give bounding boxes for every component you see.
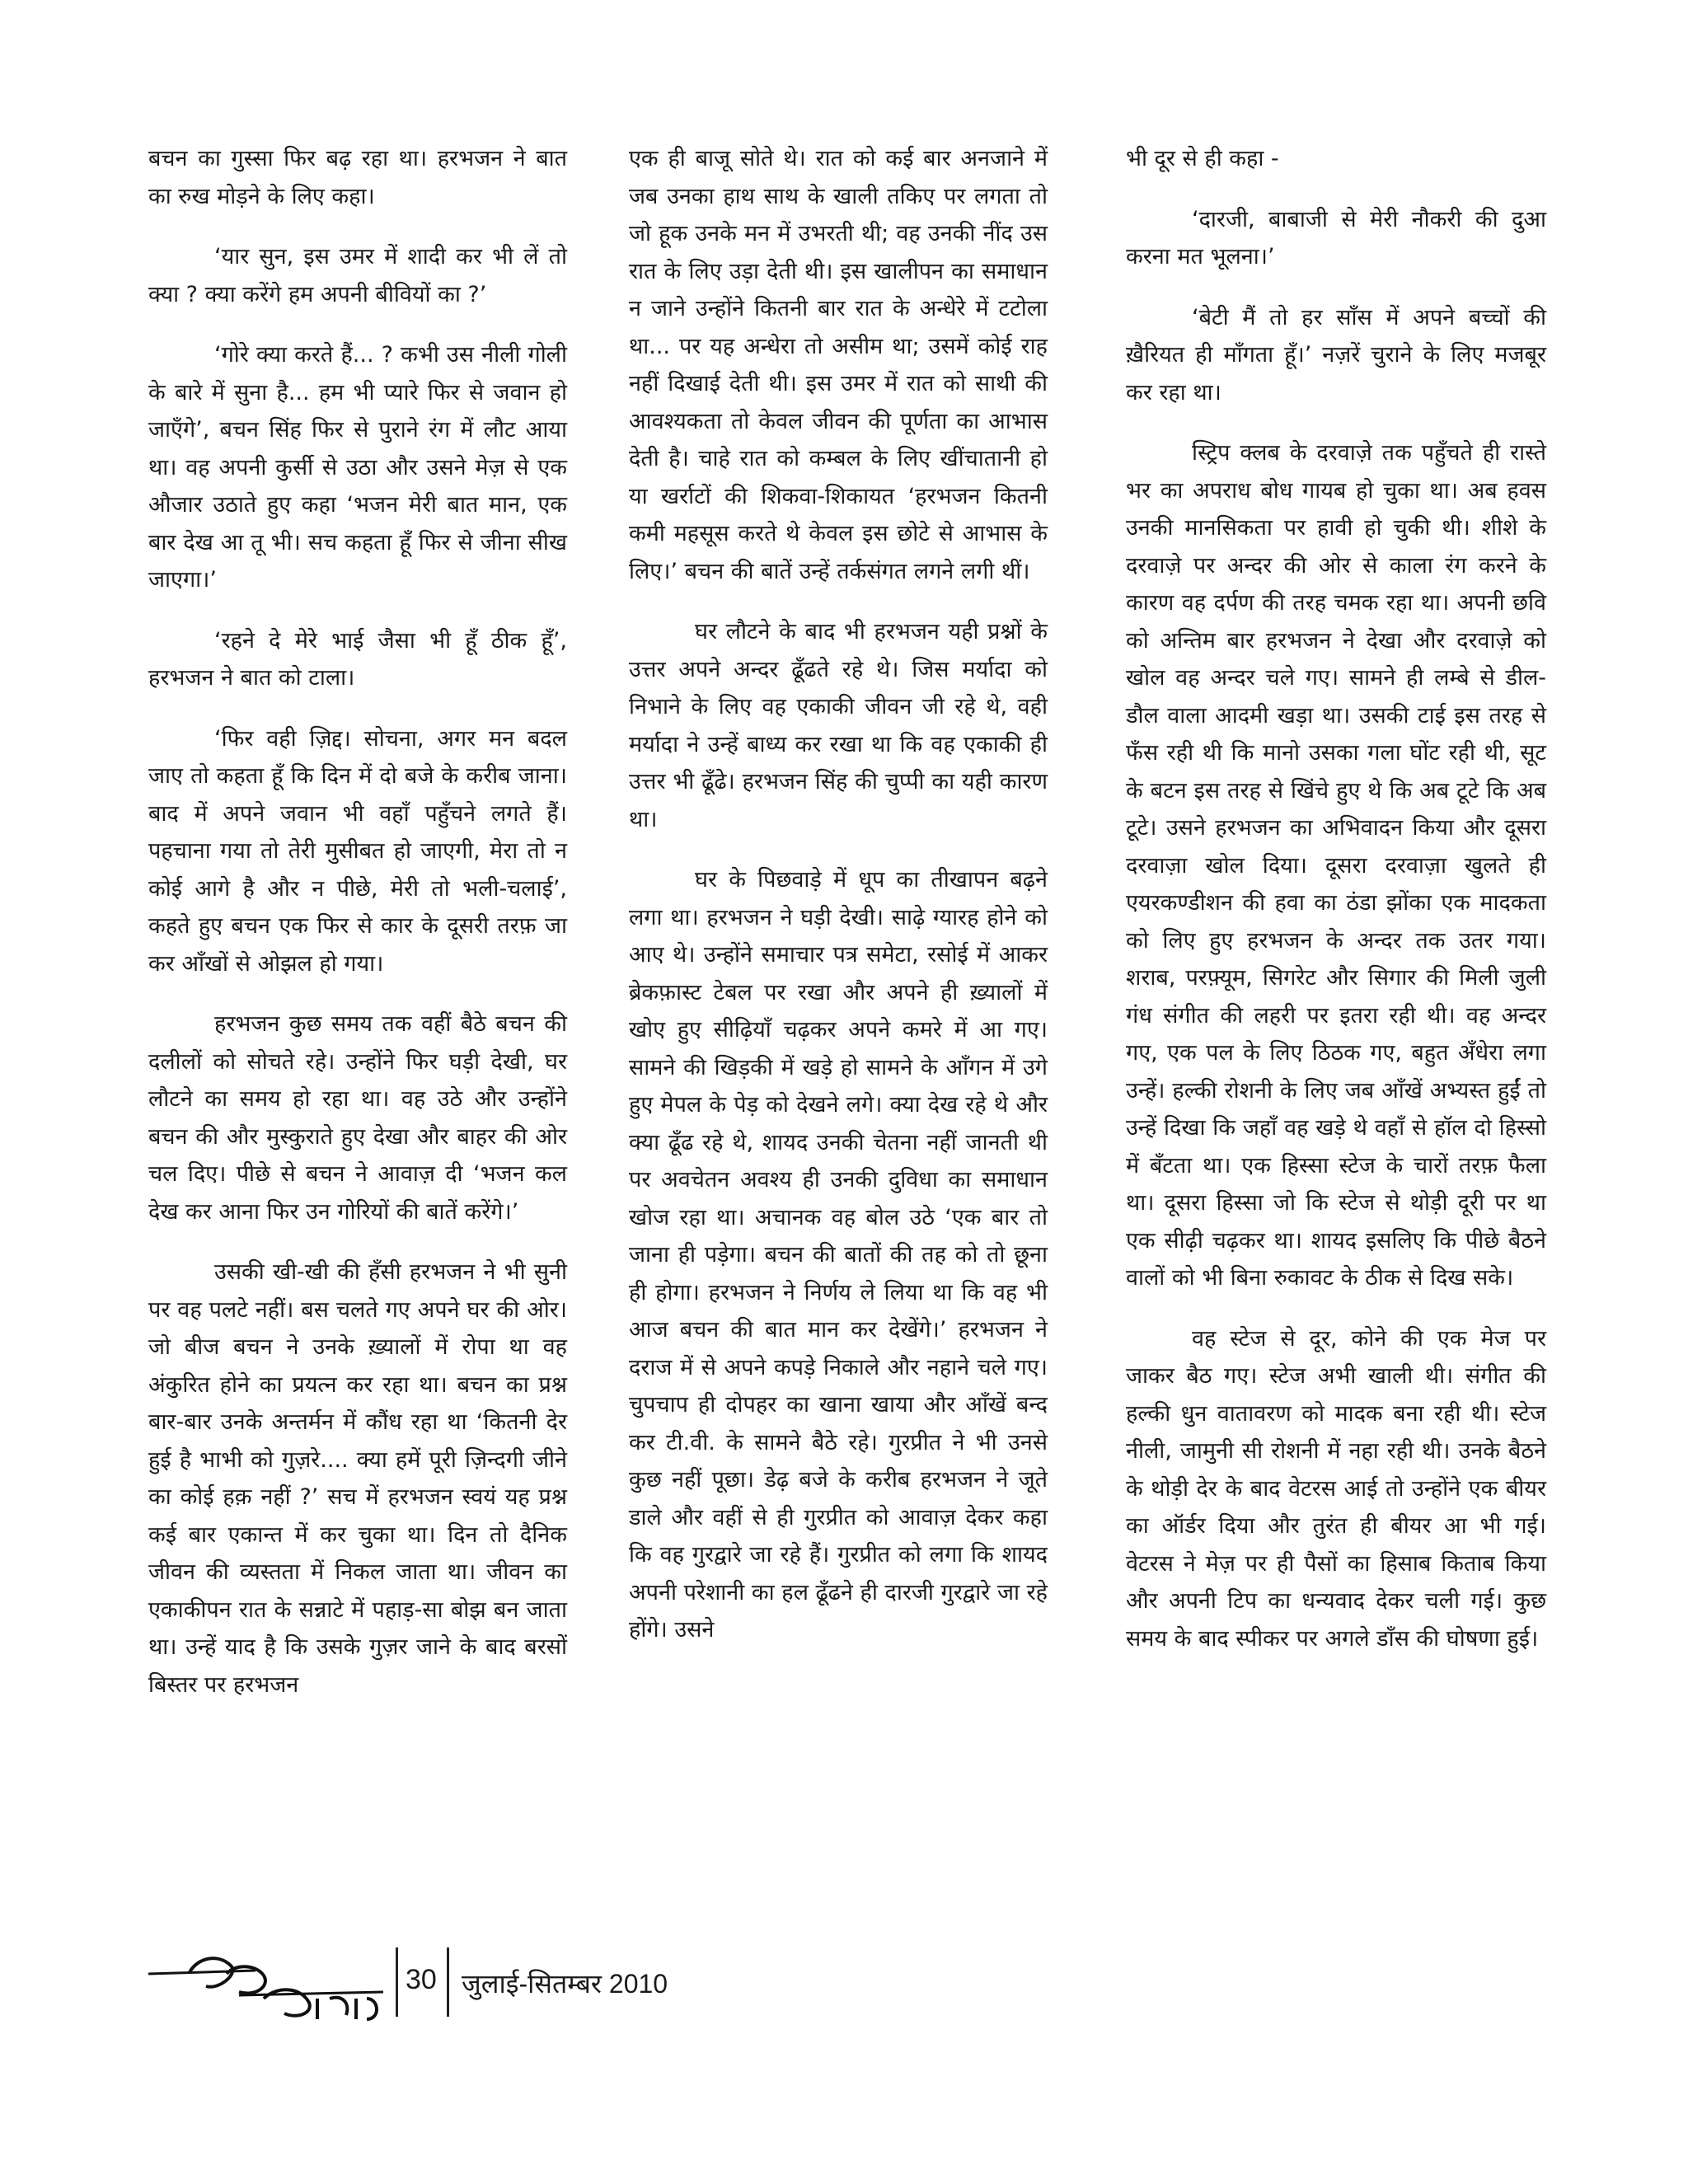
paragraph: वह स्टेज से दूर, कोने की एक मेज पर जाकर बैठ गए। स्टेज अभी खाली थी। संगीत की हल्की धुन वातावरण को मादक बना रही थी। स्टेज नीली, जामुनी सी रोशनी में नहा रही थी। उनके बैठने के थोड़ी देर के बाद वेटरस आई तो उन्होंने एक बीयर का ऑर्डर दिया और तुरंत ही बीयर आ भी गई। वेटरस ने मेज़ पर ही पैसों का हिसाब किताब किया और अपनी टिप का धन्यवाद देकर चली गई। कुछ समय के बाद स्पीकर पर अगले डाँस की घोषणा हुई।	[1126, 1325, 1546, 1652]
page-footer	[140, 1941, 882, 2023]
paragraph: ‘यार सुन, इस उमर में शादी कर भी लें तो क्या ? क्या करेंगे हम अपनी बीवियों का ?’	[148, 244, 567, 307]
paragraph: घर लौटने के बाद भी हरभजन यही प्रश्नों के उत्तर अपने अन्दर ढूँढते रहे थे। जिस मर्यादा को निभाने के लिए वह एकाकी जीवन जी रहे थे, वही मर्यादा ने उन्हें बाध्य कर रखा था कि वह एकाकी ही उत्तर भी ढूँढे। हरभजन सिंह की चुप्पी का यही कारण था।	[629, 619, 1048, 832]
divider	[396, 1947, 398, 2017]
issue-date: जुलाई-सितम्बर 2010	[462, 1969, 668, 1999]
paragraph: ‘दारजी, बाबाजी से मेरी नौकरी की दुआ करना मत भूलना।’	[1126, 206, 1546, 269]
paragraph: हरभजन कुछ समय तक वहीं बैठे बचन की दलीलों को सोचते रहे। उन्होंने फिर घड़ी देखी, घर लौटने का समय हो रहा था। वह उठे और उन्होंने बचन की और मुस्कुराते हुए देखा और बाहर की ओर चल दिए। पीछे से बचन ने आवाज़ दी ‘भजन कल देख कर आना फिर उन गोरियों की बातें करेंगे।’	[148, 1011, 567, 1225]
paragraph: ‘बेटी मैं तो हर साँस में अपने बच्चों की ख़ैरियत ही माँगता हूँ।’ नज़रें चुराने के लिए मजबूर कर रहा था।	[1126, 304, 1546, 405]
paragraph: बचन का गुस्सा फिर बढ़ रहा था। हरभजन ने बात का रुख मोड़ने के लिए कहा।	[148, 146, 567, 209]
divider	[447, 1947, 449, 2017]
magazine-logo	[140, 1941, 387, 2023]
logo-calligraphy-icon	[140, 1941, 387, 2023]
text-column-3	[1126, 140, 1546, 1680]
paragraph: स्ट्रिप क्लब के दरवाज़े तक पहुँचते ही रास्ते भर का अपराध बोध गायब हो चुका था। अब हवस उनकी मानसिकता पर हावी हो चुकी थी। शीशे के दरवाज़े पर अन्दर की ओर से काला रंग करने के कारण वह दर्पण की तरह चमक रहा था। अपनी छवि को अन्तिम बार हरभजन ने देखा और दरवाज़े को खोल वह अन्दर चले गए। सामने ही लम्बे से डील-डौल वाला आदमी खड़ा था। उसकी टाई इस तरह से फँस रही थी कि मानो उसका गला घोंट रही थी, सूट के बटन इस तरह से खिंचे हुए थे कि अब टूटे कि अब टूटे। उसने हरभजन का अभिवादन किया और दूसरा दरवाज़ा खोल दिया। दूसरा दरवाज़ा खुलते ही एयरकण्डीशन की हवा का ठंडा झोंका एक मादकता को लिए हुए हरभजन के अन्दर तक उतर गया। शराब, परफ़्यूम, सिगरेट और सिगार की मिली जुली गंध संगीत की लहरी पर इतरा रही थी। वह अन्दर गए, एक पल के लिए ठिठक गए, बहुत अँधेरा लगा उन्हें। हल्की रोशनी के लिए जब आँखें अभ्यस्त हुईं तो उन्हें दिखा कि जहाँ वह खड़े थे वहाँ से हॉल दो हिस्सो में बँटता था। एक हिस्सा स्टेज के चारों तरफ़ फैला था। दूसरा हिस्सा जो कि स्टेज से थोड़ी दूरी पर था एक सीढ़ी चढ़कर था। शायद इसलिए कि पीछे बैठने वालों को भी बिना रुकावट के ठीक से दिख सके।	[1126, 440, 1546, 1291]
paragraph: एक ही बाजू सोते थे। रात को कई बार अनजाने में जब उनका हाथ साथ के खाली तकिए पर लगता तो जो हूक उनके मन में उभरती थी; वह उनकी नींद उस रात के लिए उड़ा देती थी। इस खालीपन का समाधान न जाने उन्होंने कितनी बार रात के अन्धेरे में टटोला था... पर यह अन्धेरा तो असीम था; उसमें कोई राह नहीं दिखाई देती थी। इस उमर में रात को साथी की आवश्यकता तो केवल जीवन की पूर्णता का आभास देती है। चाहे रात को कम्बल के लिए खींचातानी हो या खर्राटों की शिकवा-शिकायत ‘हरभजन कितनी कमी महसूस करते थे केवल इस छोटे से आभास के लिए।’ बचन की बातें उन्हें तर्कसंगत लगने लगी थीं।	[629, 146, 1048, 584]
text-column-2	[629, 140, 1048, 1672]
paragraph: घर के पिछवाड़े में धूप का तीखापन बढ़ने लगा था। हरभजन ने घड़ी देखी। साढ़े ग्यारह होने को आए थे। उन्होंने समाचार पत्र समेटा, रसोई में आकर ब्रेकफ़ास्ट टेबल पर रखा और अपने ही ख़्यालों में खोए हुए सीढ़ियाँ चढ़कर अपने कमरे में आ गए। सामने की खिड़की में खड़े हो सामने के आँगन में उगे हुए मेपल के पेड़ को देखने लगे। क्या देख रहे थे और क्या ढूँढ रहे थे, शायद उनकी चेतना नहीं जानती थी पर अवचेतन अवश्य ही उनकी दुविधा का समाधान खोज रहा था। अचानक वह बोल उठे ‘एक बार तो जाना ही पड़ेगा। बचन की बातों की तह को तो छूना ही होगा। हरभजन ने निर्णय ले लिया था कि वह भी आज बचन की बात मान कर देखेंगे।’ हरभजन ने दराज में से अपने कपड़े निकाले और नहाने चले गए। चुपचाप ही दोपहर का खाना खाया और आँखें बन्द कर टी.वी. के सामने बैठे रहे। गुरप्रीत ने भी उनसे कुछ नहीं पूछा। डेढ़ बजे के करीब हरभजन ने जूते डाले और वहीं से ही गुरप्रीत को आवाज़ देकर कहा कि वह गुरद्वारे जा रहे हैं। गुरप्रीत को लगा कि शायद अपनी परेशानी का हल ढूँढने ही दारजी गुरद्वारे जा रहे होंगे। उसने	[629, 867, 1048, 1643]
paragraph: उसकी खी-खी की हँसी हरभजन ने भी सुनी पर वह पलटे नहीं। बस चलते गए अपने घर की ओर। जो बीज बचन ने उनके ख़्यालों में रोपा था वह अंकुरित होने का प्रयत्न कर रहा था। बचन का प्रश्न बार-बार उनके अन्तर्मन में कौंध रहा था ‘कितनी देर हुई है भाभी को गुज़रे.... क्या हमें पूरी ज़िन्दगी जीने का कोई हक़ नहीं ?’ सच में हरभजन स्वयं यह प्रश्न कई बार एकान्त में कर चुका था। दिन तो दैनिक जीवन की व्यस्तता में निकल जाता था। जीवन का एकाकीपन रात के सन्नाटे में पहाड़-सा बोझ बन जाता था। उन्हें याद है कि उसके गुज़र जाने के बाद बरसों बिस्तर पर हरभजन	[148, 1259, 567, 1698]
paragraph: ‘गोरे क्या करते हैं... ? कभी उस नीली गोली के बारे में सुना है... हम भी प्यारे फिर से जवान हो जाएँगे’, बचन सिंह फिर से पुराने रंग में लौट आया था। वह अपनी कुर्सी से उठा और उसने मेज़ से एक औजार उठाते हुए कहा ‘भजन मेरी बात मान, एक बार देख आ तू भी। सच कहता हूँ फिर से जीना सीख जाएगा।’	[148, 342, 567, 593]
paragraph: ‘रहने दे मेरे भाई जैसा भी हूँ ठीक हूँ’, हरभजन ने बात को टाला।	[148, 627, 567, 691]
paragraph: भी दूर से ही कहा -	[1126, 146, 1279, 171]
text-column-1	[148, 140, 567, 1727]
page-number: 30	[406, 1964, 437, 1995]
paragraph: ‘फिर वही ज़िद्द। सोचना, अगर मन बदल जाए तो कहता हूँ कि दिन में दो बजे के करीब जाना। बाद में अपने जवान भी वहाँ पहुँचने लगते हैं। पहचाना गया तो तेरी मुसीबत हो जाएगी, मेरा तो न कोई आगे है और न पीछे, मेरी तो भली-चलाई’, कहते हुए बचन एक फिर से कार के दूसरी तरफ़ जा कर आँखों से ओझल हो गया।	[148, 725, 567, 977]
